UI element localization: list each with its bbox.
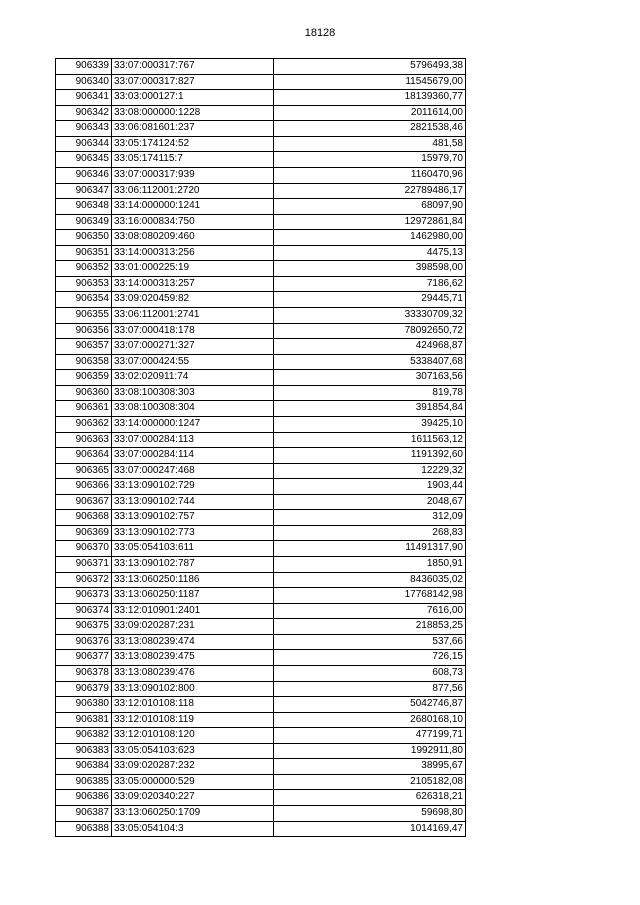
row-id-cell: 906354 [56,292,112,308]
value-cell: 626318,21 [274,790,466,806]
value-cell: 2048,67 [274,494,466,510]
row-id-cell: 906379 [56,681,112,697]
cadastral-number-cell: 33:06:112001:2741 [112,308,274,324]
value-cell: 424968,87 [274,339,466,355]
cadastral-number-cell: 33:13:090102:773 [112,525,274,541]
table-row [56,541,466,557]
cadastral-number-cell: 33:13:080239:475 [112,650,274,666]
value-cell: 7616,00 [274,603,466,619]
table-row [56,759,466,775]
row-id-cell: 906346 [56,167,112,183]
table-row [56,463,466,479]
row-id-cell: 906347 [56,183,112,199]
table-row [56,806,466,822]
value-cell: 1903,44 [274,479,466,495]
table-row [56,323,466,339]
cadastral-number-cell: 33:13:060250:1186 [112,572,274,588]
row-id-cell: 906362 [56,416,112,432]
value-cell: 12229,32 [274,463,466,479]
value-cell: 537,66 [274,634,466,650]
cadastral-number-cell: 33:09:020459:82 [112,292,274,308]
value-cell: 78092650,72 [274,323,466,339]
value-cell: 11545679,00 [274,74,466,90]
cadastral-number-cell: 33:05:054104:3 [112,821,274,837]
table-row [56,261,466,277]
row-id-cell: 906357 [56,339,112,355]
row-id-cell: 906361 [56,401,112,417]
table-row [56,821,466,837]
value-cell: 39425,10 [274,416,466,432]
table-row [56,525,466,541]
value-cell: 29445,71 [274,292,466,308]
cadastral-number-cell: 33:13:090102:729 [112,479,274,495]
table-row [56,292,466,308]
row-id-cell: 906345 [56,152,112,168]
row-id-cell: 906366 [56,479,112,495]
row-id-cell: 906378 [56,665,112,681]
cadastral-number-cell: 33:07:000424:55 [112,354,274,370]
value-cell: 877,56 [274,681,466,697]
cadastral-number-cell: 33:07:000317:827 [112,74,274,90]
table-row [56,230,466,246]
cadastral-number-cell: 33:07:000317:939 [112,167,274,183]
value-cell: 5796493,38 [274,59,466,75]
table-row [56,774,466,790]
value-cell: 22789486,17 [274,183,466,199]
row-id-cell: 906382 [56,728,112,744]
value-cell: 398598,00 [274,261,466,277]
table-row [56,494,466,510]
value-cell: 1611563,12 [274,432,466,448]
table-row [56,510,466,526]
value-cell: 481,58 [274,136,466,152]
row-id-cell: 906341 [56,90,112,106]
value-cell: 68097,90 [274,199,466,215]
table-row [56,557,466,573]
table-row [56,370,466,386]
value-cell: 218853,25 [274,619,466,635]
row-id-cell: 906369 [56,525,112,541]
value-cell: 18139360,77 [274,90,466,106]
value-cell: 17768142,98 [274,588,466,604]
row-id-cell: 906364 [56,448,112,464]
table-row [56,74,466,90]
table-row [56,790,466,806]
row-id-cell: 906388 [56,821,112,837]
row-id-cell: 906372 [56,572,112,588]
row-id-cell: 906339 [56,59,112,75]
table-row [56,339,466,355]
value-cell: 5042746,87 [274,697,466,713]
row-id-cell: 906376 [56,634,112,650]
table-row [56,276,466,292]
table-row [56,105,466,121]
row-id-cell: 906368 [56,510,112,526]
row-id-cell: 906355 [56,308,112,324]
value-cell: 38995,67 [274,759,466,775]
row-id-cell: 906377 [56,650,112,666]
table-row [56,712,466,728]
cadastral-number-cell: 33:14:000000:1241 [112,199,274,215]
table-row [56,432,466,448]
value-cell: 819,78 [274,385,466,401]
cadastral-number-cell: 33:12:010108:120 [112,728,274,744]
cadastral-number-cell: 33:07:000284:114 [112,448,274,464]
value-cell: 2105182,08 [274,774,466,790]
value-cell: 268,83 [274,525,466,541]
value-cell: 2680168,10 [274,712,466,728]
row-id-cell: 906385 [56,774,112,790]
row-id-cell: 906352 [56,261,112,277]
value-cell: 15979,70 [274,152,466,168]
value-cell: 33330709,32 [274,308,466,324]
table-row [56,588,466,604]
row-id-cell: 906351 [56,245,112,261]
value-cell: 1191392,60 [274,448,466,464]
cadastral-number-cell: 33:09:020287:231 [112,619,274,635]
row-id-cell: 906359 [56,370,112,386]
table-row [56,728,466,744]
value-cell: 8436035,02 [274,572,466,588]
value-cell: 2011614,00 [274,105,466,121]
table-row [56,136,466,152]
cadastral-number-cell: 33:12:010108:118 [112,697,274,713]
table-row [56,245,466,261]
row-id-cell: 906342 [56,105,112,121]
value-cell: 59698,80 [274,806,466,822]
cadastral-number-cell: 33:13:060250:1187 [112,588,274,604]
table-row [56,183,466,199]
cadastral-number-cell: 33:12:010901:2401 [112,603,274,619]
value-cell: 1850,91 [274,557,466,573]
cadastral-number-cell: 33:02:020911:74 [112,370,274,386]
value-cell: 1992911,80 [274,743,466,759]
row-id-cell: 906349 [56,214,112,230]
table-row [56,354,466,370]
cadastral-number-cell: 33:05:054103:611 [112,541,274,557]
cadastral-number-cell: 33:13:090102:800 [112,681,274,697]
cadastral-number-cell: 33:14:000313:257 [112,276,274,292]
row-id-cell: 906367 [56,494,112,510]
cadastral-number-cell: 33:13:080239:474 [112,634,274,650]
cadastral-number-cell: 33:07:000317:767 [112,59,274,75]
table-row [56,167,466,183]
row-id-cell: 906386 [56,790,112,806]
row-id-cell: 906371 [56,557,112,573]
cadastral-number-cell: 33:13:060250:1709 [112,806,274,822]
value-cell: 5338407,68 [274,354,466,370]
row-id-cell: 906387 [56,806,112,822]
row-id-cell: 906370 [56,541,112,557]
cadastral-number-cell: 33:05:054103:623 [112,743,274,759]
table-row [56,308,466,324]
value-cell: 12972861,84 [274,214,466,230]
row-id-cell: 906340 [56,74,112,90]
table-row [56,214,466,230]
cadastral-number-cell: 33:05:174124:52 [112,136,274,152]
table-row [56,697,466,713]
cadastral-number-cell: 33:13:090102:757 [112,510,274,526]
table-row [56,121,466,137]
row-id-cell: 906353 [56,276,112,292]
table-row [56,152,466,168]
cadastral-number-cell: 33:05:174115:7 [112,152,274,168]
table-row [56,401,466,417]
row-id-cell: 906381 [56,712,112,728]
row-id-cell: 906350 [56,230,112,246]
row-id-cell: 906383 [56,743,112,759]
table-row [56,681,466,697]
row-id-cell: 906343 [56,121,112,137]
table-row [56,479,466,495]
cadastral-number-cell: 33:01:000225:19 [112,261,274,277]
table-row [56,603,466,619]
row-id-cell: 906358 [56,354,112,370]
value-cell: 1462980,00 [274,230,466,246]
table-row [56,59,466,75]
value-cell: 608,73 [274,665,466,681]
table-row [56,743,466,759]
value-cell: 11491317,90 [274,541,466,557]
value-cell: 2821538,46 [274,121,466,137]
cadastral-number-cell: 33:09:020340:227 [112,790,274,806]
table-row [56,619,466,635]
cadastral-number-cell: 33:07:000418:178 [112,323,274,339]
value-cell: 307163,56 [274,370,466,386]
table-row [56,416,466,432]
value-cell: 7186,62 [274,276,466,292]
cadastral-number-cell: 33:06:081601:237 [112,121,274,137]
row-id-cell: 906363 [56,432,112,448]
cadastral-number-cell: 33:12:010108:119 [112,712,274,728]
cadastral-number-cell: 33:08:000000:1228 [112,105,274,121]
value-cell: 391854,84 [274,401,466,417]
row-id-cell: 906348 [56,199,112,215]
row-id-cell: 906344 [56,136,112,152]
cadastral-number-cell: 33:14:000000:1247 [112,416,274,432]
table-row [56,199,466,215]
cadastral-number-cell: 33:08:080209:460 [112,230,274,246]
registry-table-body [56,59,466,837]
table-row [56,572,466,588]
row-id-cell: 906384 [56,759,112,775]
row-id-cell: 906360 [56,385,112,401]
value-cell: 4475,13 [274,245,466,261]
row-id-cell: 906365 [56,463,112,479]
cadastral-number-cell: 33:16:000834:750 [112,214,274,230]
cadastral-number-cell: 33:05:000000:529 [112,774,274,790]
table-row [56,385,466,401]
cadastral-number-cell: 33:13:090102:787 [112,557,274,573]
cadastral-number-cell: 33:06:112001:2720 [112,183,274,199]
cadastral-number-cell: 33:07:000247:468 [112,463,274,479]
cadastral-number-cell: 33:08:100308:304 [112,401,274,417]
value-cell: 312,09 [274,510,466,526]
value-cell: 1014169,47 [274,821,466,837]
cadastral-number-cell: 33:13:080239:476 [112,665,274,681]
value-cell: 1160470,96 [274,167,466,183]
cadastral-number-cell: 33:09:020287:232 [112,759,274,775]
cadastral-number-cell: 33:14:000313:256 [112,245,274,261]
table-row [56,665,466,681]
cadastral-number-cell: 33:03:000127:1 [112,90,274,106]
row-id-cell: 906375 [56,619,112,635]
cadastral-number-cell: 33:08:100308:303 [112,385,274,401]
cadastral-number-cell: 33:07:000271:327 [112,339,274,355]
cadastral-number-cell: 33:13:090102:744 [112,494,274,510]
cadastral-number-cell: 33:07:000284:113 [112,432,274,448]
row-id-cell: 906380 [56,697,112,713]
row-id-cell: 906373 [56,588,112,604]
row-id-cell: 906356 [56,323,112,339]
value-cell: 726,15 [274,650,466,666]
table-row [56,634,466,650]
row-id-cell: 906374 [56,603,112,619]
table-row [56,448,466,464]
page-number: 18128 [304,27,336,39]
value-cell: 477199,71 [274,728,466,744]
registry-table [55,58,466,837]
table-row [56,90,466,106]
table-row [56,650,466,666]
